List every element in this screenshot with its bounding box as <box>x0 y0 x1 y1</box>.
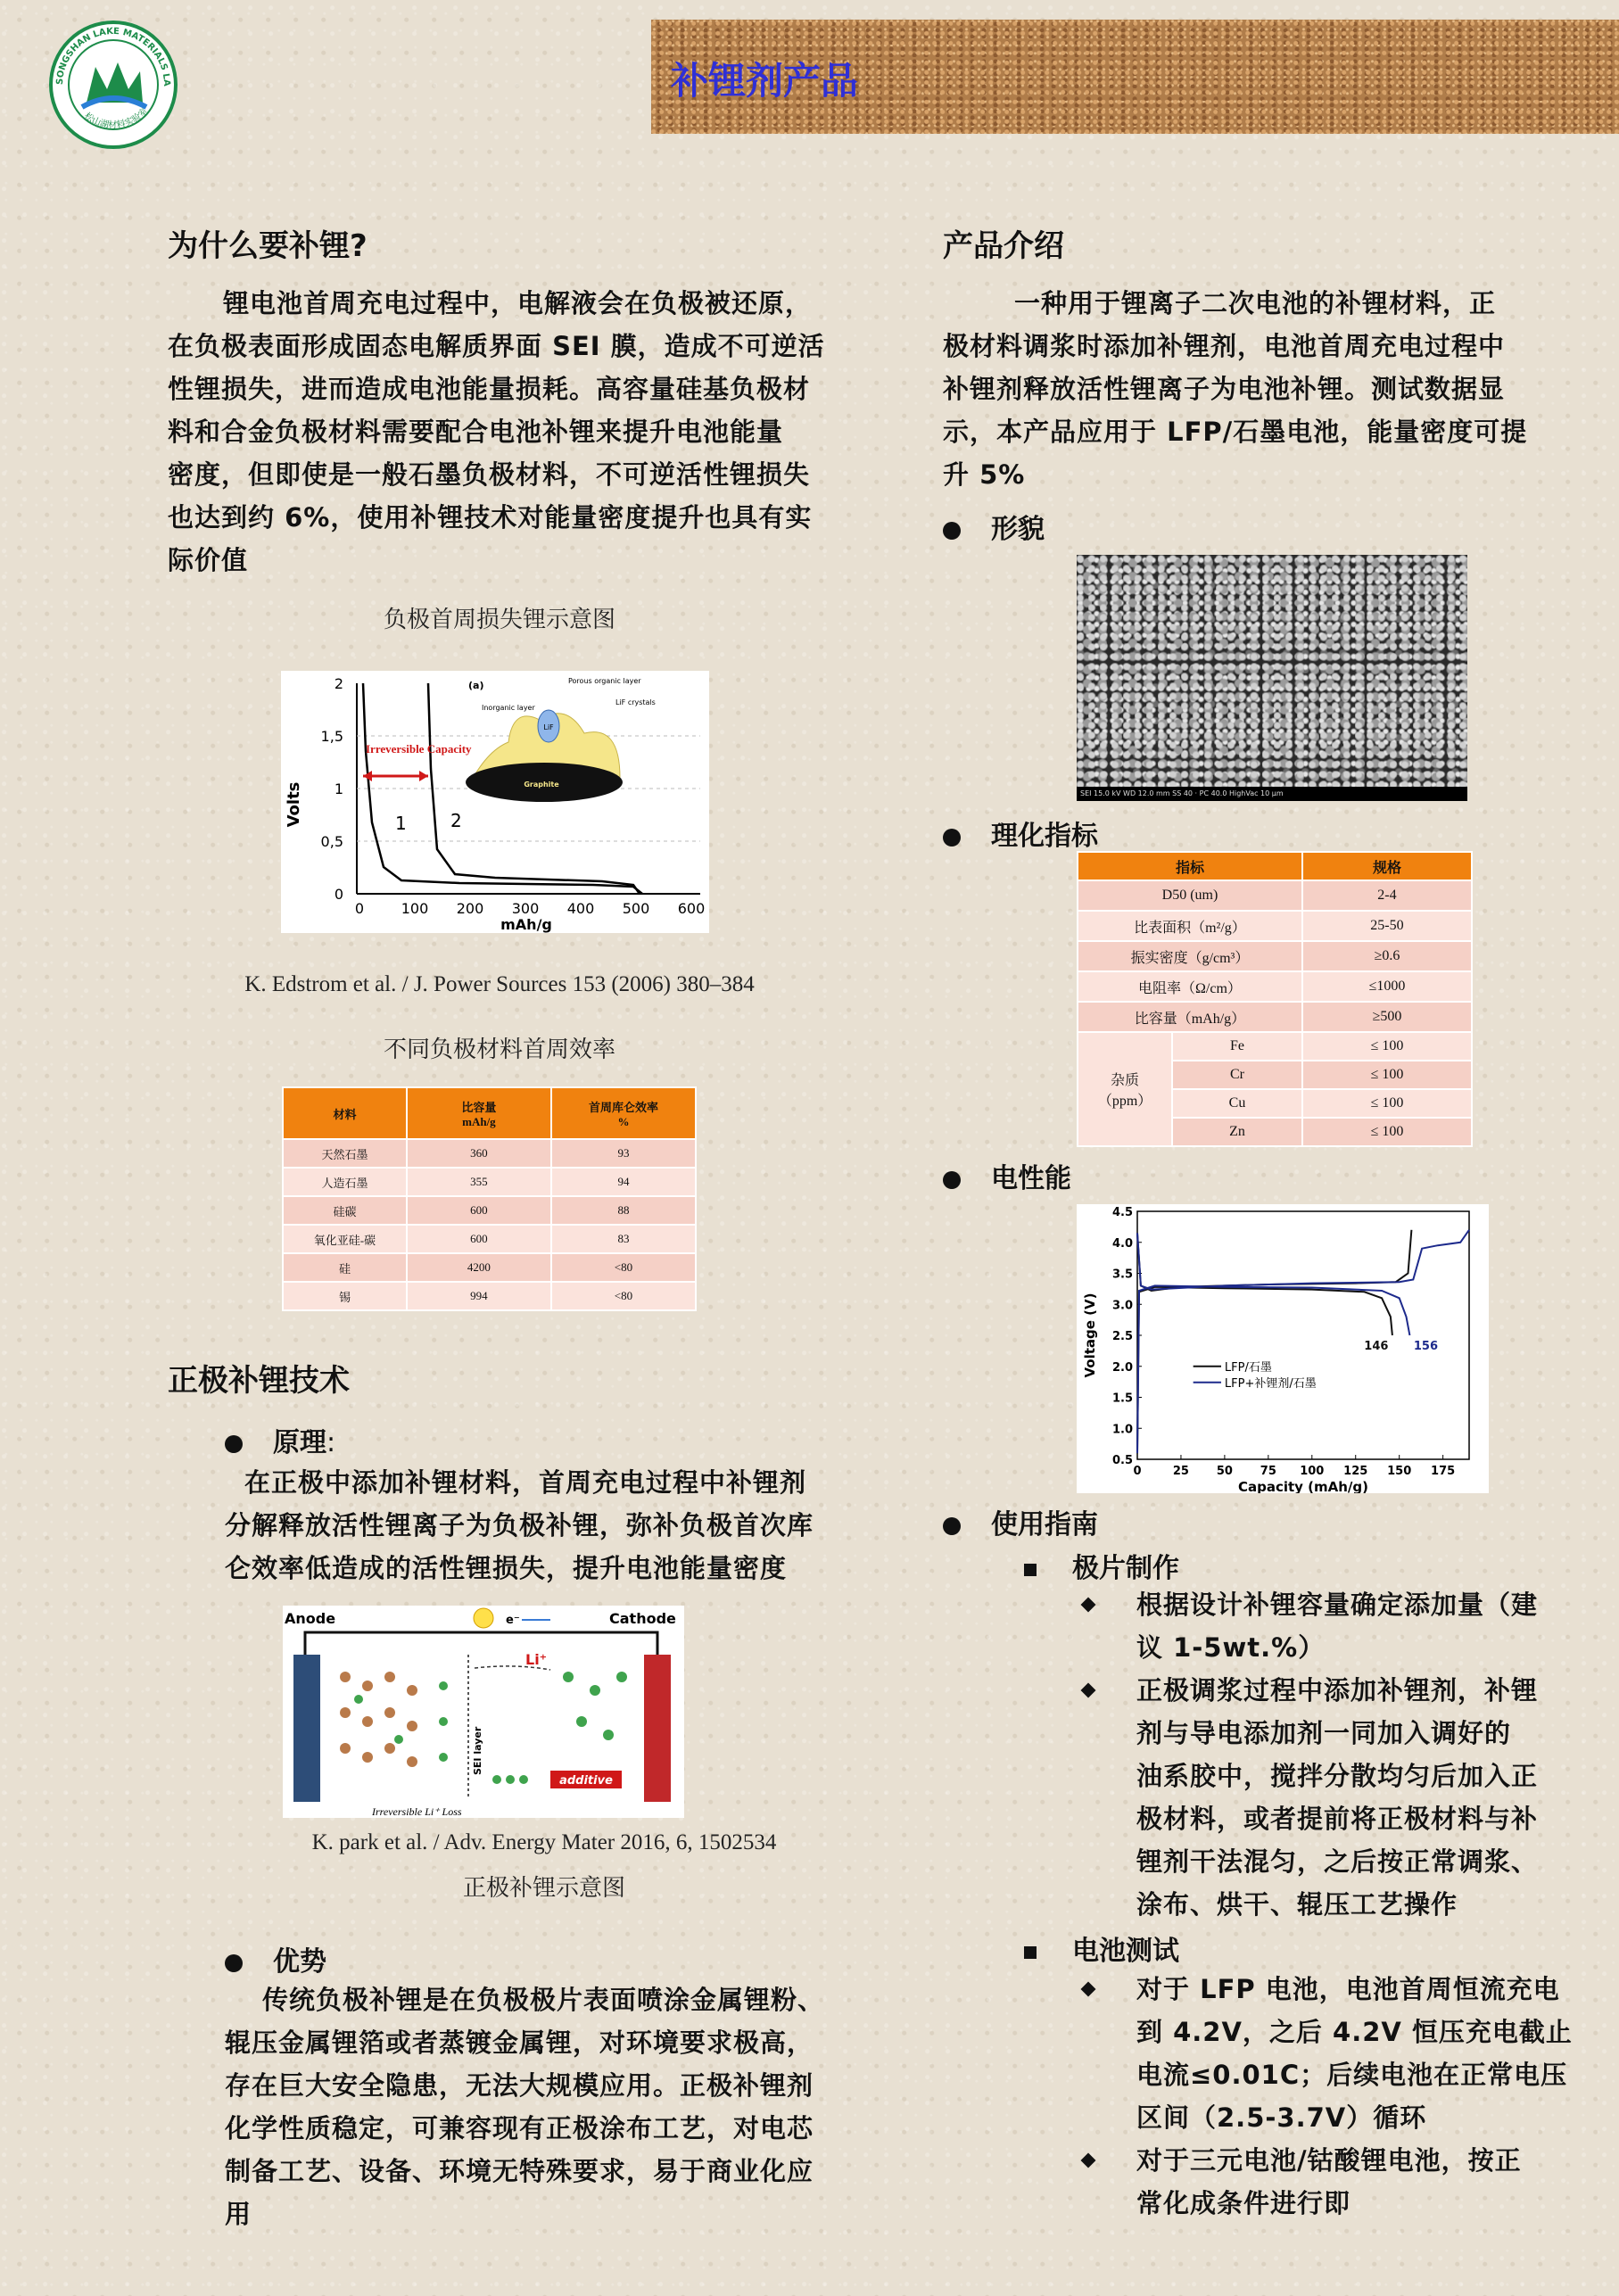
bullet-dot-icon <box>225 1954 243 1972</box>
fig1-ytick: 2 <box>334 675 343 692</box>
principle-colon: : <box>326 1427 336 1458</box>
inset-label-graphite: Graphite <box>524 780 559 789</box>
y-tick-label: 1.5 <box>1111 1392 1133 1406</box>
y-tick-label: 2.5 <box>1111 1330 1133 1343</box>
fig1-xtick: 400 <box>566 900 595 917</box>
guide-item-3 <box>1081 1968 1581 2139</box>
why-line: 在负极表面形成固态电解质界面 SEI 膜，造成不可逆活 <box>168 331 825 361</box>
y-tick-label: 0.5 <box>1111 1454 1133 1467</box>
y-tick-label: 4.0 <box>1111 1236 1133 1251</box>
principle-line: 仑效率低造成的活性锂损失，提升电池能量密度 <box>225 1553 788 1583</box>
fig1-xtick: 100 <box>401 900 429 917</box>
why-line: 际价值 <box>168 545 249 575</box>
additive-label: additive <box>559 1774 613 1788</box>
electro-bullet <box>943 1156 1071 1195</box>
principle-line: 在正极中添加补锂材料，首周充电过程中补锂剂 <box>244 1467 807 1498</box>
spec-cell: 振实密度（g/cm³） <box>1078 941 1302 971</box>
table-cell: 硅碳 <box>283 1196 407 1225</box>
voltage-capacity-chart <box>1077 1204 1489 1493</box>
table-cell: 人造石墨 <box>283 1168 407 1196</box>
intro-line: 升 5% <box>943 459 1026 490</box>
table-cell: 硅 <box>283 1253 407 1282</box>
table-cell: 83 <box>551 1225 696 1253</box>
advantage-paragraph <box>225 1978 885 2235</box>
y-tick-label: 4.5 <box>1111 1206 1133 1219</box>
fig2-caption: 正极补锂示意图 <box>462 1875 625 1902</box>
fig1-ytick: 0,5 <box>320 833 343 850</box>
advantage-label: 优势 <box>273 1946 326 1978</box>
fig1-ylabel: Volts <box>285 781 303 828</box>
spec-cell: 比表面积（m²/g） <box>1078 911 1302 941</box>
x-tick-label: 150 <box>1387 1465 1412 1478</box>
table-row <box>283 1139 696 1168</box>
bullet-dot-icon <box>943 1517 961 1535</box>
fig1-xtick: 500 <box>622 900 650 917</box>
spec-cell: 电阻率（Ω/cm） <box>1078 971 1302 1002</box>
fig1-xtick: 200 <box>456 900 484 917</box>
spec-header: 规格 <box>1302 852 1472 880</box>
sub1-label: 极片制作 <box>1072 1553 1179 1584</box>
advantage-line: 存在巨大安全隐患，无法大规模应用。正极补锂剂 <box>225 2070 814 2101</box>
table-row <box>283 1196 696 1225</box>
guide-item-2 <box>1081 1669 1581 1926</box>
legend-label: LFP/石墨 <box>1224 1360 1272 1375</box>
impurity-value: ≤ 100 <box>1302 1061 1472 1089</box>
table-cell: 994 <box>407 1282 551 1310</box>
x-axis-label: Capacity (mAh/g) <box>1237 1479 1369 1493</box>
guide-line: 区间（2.5-3.7V）循环 <box>1136 2102 1427 2133</box>
spec-cell: D50 (um) <box>1078 880 1302 911</box>
electron-label: e⁻ <box>506 1614 520 1627</box>
guide-item-4 <box>1081 2139 1581 2225</box>
x-tick-label: 50 <box>1216 1465 1233 1478</box>
y-axis-label: Voltage (V) <box>1082 1293 1098 1378</box>
table-row <box>283 1282 696 1310</box>
anode-loss-svg <box>281 671 709 933</box>
capacity-annotation: 146 <box>1364 1340 1389 1353</box>
guide-line: 电流≤0.01C；后续电池在正常电压 <box>1136 2060 1568 2090</box>
spec-header: 指标 <box>1078 852 1302 880</box>
y-tick-label: 1.0 <box>1111 1423 1133 1437</box>
guide-line: 油系胶中，搅拌分散均匀后加入正 <box>1136 1761 1539 1791</box>
cathode-heading: 正极补锂技术 <box>168 1363 350 1399</box>
table-row <box>283 1253 696 1282</box>
sem-info-bar: SEI 15.0 kV WD 12.0 mm SS 40 · PC 40.0 HighVac 10 μm <box>1077 787 1467 801</box>
intro-line: 极材料调浆时添加补锂剂，电池首周充电过程中 <box>943 331 1506 361</box>
guide-line: 锂剂干法混匀，之后按正常调浆、 <box>1136 1846 1539 1877</box>
impurity-label: 杂质 （ppm） <box>1078 1032 1172 1146</box>
x-tick-label: 125 <box>1343 1465 1368 1478</box>
advantage-line: 化学性质稳定，可兼容现有正极涂布工艺，对电芯 <box>225 2113 814 2143</box>
guide-item-1 <box>1081 1583 1581 1669</box>
impurity-element: Zn <box>1172 1118 1302 1146</box>
x-tick-label: 175 <box>1431 1465 1456 1478</box>
table-row <box>283 1225 696 1253</box>
advantage-bullet <box>225 1939 326 1978</box>
why-heading: 为什么要补锂? <box>168 228 368 264</box>
table-row <box>1078 911 1472 941</box>
table1-header: 比容量 mAh/g <box>407 1087 551 1139</box>
guide-line: 到 4.2V，之后 4.2V 恒压充电截止 <box>1136 2017 1573 2047</box>
specs-label: 理化指标 <box>991 821 1098 852</box>
table-cell: 88 <box>551 1196 696 1225</box>
sub-battery-test <box>1024 1928 1179 1968</box>
fig1-xlabel: mAh/g <box>500 916 552 933</box>
bullet-dot-icon <box>943 1171 961 1189</box>
spec-cell: 比容量（mAh/g） <box>1078 1002 1302 1032</box>
morphology-label: 形貌 <box>991 514 1045 545</box>
why-line: 锂电池首周充电过程中，电解液会在负极被还原， <box>223 288 813 318</box>
bullet-square-icon <box>1024 1946 1037 1959</box>
y-tick-label: 2.0 <box>1111 1360 1133 1375</box>
table-row <box>1078 941 1472 971</box>
guide-line: 根据设计补锂容量确定添加量（建 <box>1136 1590 1539 1620</box>
anode-efficiency-table <box>282 1086 697 1311</box>
why-line: 料和合金负极材料需要配合电池补锂来提升电池能量 <box>168 417 784 447</box>
why-line: 也达到约 6%，使用补锂技术对能量密度提升也具有实 <box>168 502 813 533</box>
specs-bullet <box>943 814 1098 853</box>
x-tick-label: 100 <box>1300 1465 1325 1478</box>
table-row <box>1078 880 1472 911</box>
table-cell: 氧化亚硅-碳 <box>283 1225 407 1253</box>
logo-ring-text: SONGSHAN LAKE MATERIALS LA <box>54 26 172 87</box>
guide-line: 剂与导电添加剂一同加入调好的 <box>1136 1718 1512 1748</box>
y-tick-label: 3.5 <box>1111 1268 1133 1282</box>
intro-line: 示，本产品应用于 LFP/石墨电池，能量密度可提 <box>943 417 1528 447</box>
guide-line: 议 1-5wt.%） <box>1136 1632 1326 1663</box>
principle-bullet <box>225 1420 335 1459</box>
x-tick-label: 75 <box>1260 1465 1276 1478</box>
intro-paragraph <box>943 282 1603 496</box>
table-cell: 355 <box>407 1168 551 1196</box>
y-tick-label: 3.0 <box>1111 1299 1133 1313</box>
fig1-curve-1-label: 1 <box>395 813 407 834</box>
fig1-curve-2-label: 2 <box>450 810 462 831</box>
title-banner <box>651 20 1619 134</box>
table-cell: 600 <box>407 1225 551 1253</box>
x-tick-label: 25 <box>1172 1465 1189 1478</box>
logo-emblem <box>46 18 180 152</box>
chart-svg <box>1077 1204 1489 1493</box>
bullet-square-icon <box>1024 1564 1037 1576</box>
table-row <box>283 1168 696 1196</box>
table-cell: 93 <box>551 1139 696 1168</box>
why-line: 性锂损失，进而造成电池能量损耗。高容量硅基负极材 <box>168 374 811 404</box>
advantage-line: 传统负极补锂是在负极极片表面喷涂金属锂粉、 <box>262 1985 825 2015</box>
fig2-ref: K. park et al. / Adv. Energy Mater 2016, 6, 1502534 <box>311 1830 777 1854</box>
table1-header: 首周库仑效率 % <box>551 1087 696 1139</box>
inset-label-porous: Porous organic layer <box>568 677 641 685</box>
guide-line: 常化成条件进行即 <box>1136 2188 1351 2218</box>
legend-label: LFP+补锂剂/石墨 <box>1224 1376 1317 1391</box>
fig1-xtick: 300 <box>511 900 540 917</box>
cathode-schematic-svg <box>283 1606 684 1818</box>
page-title: 补锂剂产品 <box>671 59 859 103</box>
table-cell: 4200 <box>407 1253 551 1282</box>
spec-table <box>1077 851 1473 1147</box>
table-cell: 锡 <box>283 1282 407 1310</box>
li-ion-label: Li⁺ <box>525 1651 548 1668</box>
irreversible-label: Irreversible Capacity <box>366 742 472 756</box>
principle-paragraph <box>225 1461 885 1590</box>
table-cell: 94 <box>551 1168 696 1196</box>
impurity-element: Cr <box>1172 1061 1302 1089</box>
fig1-xtick: 600 <box>677 900 706 917</box>
spec-cell: ≥500 <box>1302 1002 1472 1032</box>
spec-cell: 25-50 <box>1302 911 1472 941</box>
spec-cell: ≥0.6 <box>1302 941 1472 971</box>
series-line-discharge <box>1137 1285 1409 1453</box>
guide-line: 涂布、烘干、辊压工艺操作 <box>1136 1889 1458 1920</box>
guide-line: 正极调浆过程中添加补锂剂，补锂 <box>1136 1675 1539 1705</box>
advantage-line: 制备工艺、设备、环境无特殊要求，易于商业化应 <box>225 2156 814 2186</box>
table-cell: 天然石墨 <box>283 1139 407 1168</box>
inset-label-crystals: LiF crystals <box>615 698 656 706</box>
guide-label: 使用指南 <box>991 1509 1098 1540</box>
table-cell: 600 <box>407 1196 551 1225</box>
table-row <box>1078 971 1472 1002</box>
table-row <box>1078 1002 1472 1032</box>
cathode-schematic-figure <box>283 1606 684 1818</box>
capacity-annotation: 156 <box>1413 1340 1439 1353</box>
intro-heading: 产品介绍 <box>943 228 1064 264</box>
logo <box>46 18 180 152</box>
why-paragraph <box>168 282 881 582</box>
guide-bullet <box>943 1502 1098 1541</box>
fig1-ref: K. Edstrom et al. / J. Power Sources 153 (2006) 380–384 <box>244 972 755 996</box>
table-cell: <80 <box>551 1282 696 1310</box>
table-row <box>1078 1032 1472 1061</box>
impurity-element: Cu <box>1172 1089 1302 1118</box>
advantage-line: 用 <box>225 2199 252 2229</box>
table-cell: <80 <box>551 1253 696 1282</box>
spec-cell: ≤1000 <box>1302 971 1472 1002</box>
sub-electrode <box>1024 1546 1179 1585</box>
anode-loss-figure <box>281 671 709 933</box>
series-line-charge <box>1137 1230 1469 1290</box>
sei-layer-label: SEI layer <box>472 1726 483 1775</box>
electro-label: 电性能 <box>991 1163 1071 1194</box>
guide-line: 对于三元电池/钴酸锂电池，按正 <box>1136 2145 1522 2176</box>
impurity-value: ≤ 100 <box>1302 1032 1472 1061</box>
fig1-ytick: 1,5 <box>320 728 343 745</box>
fig1-ytick: 0 <box>334 886 343 903</box>
principle-label: 原理 <box>273 1427 326 1458</box>
table-cell: 360 <box>407 1139 551 1168</box>
bulb-icon <box>474 1608 493 1628</box>
intro-line: 补锂剂释放活性锂离子为电池补锂。测试数据显 <box>943 374 1506 404</box>
inset-label-lif: LiF <box>543 723 554 731</box>
logo-cn-text: 松山湖材料实验室 <box>82 106 151 131</box>
bullet-dot-icon <box>225 1435 243 1453</box>
table1-header: 材料 <box>283 1087 407 1139</box>
impurity-value: ≤ 100 <box>1302 1118 1472 1146</box>
intro-line: 一种用于锂离子二次电池的补锂材料，正 <box>1014 288 1497 318</box>
cathode-electrode <box>644 1655 671 1802</box>
impurity-element: Fe <box>1172 1032 1302 1061</box>
x-tick-label: 0 <box>1133 1465 1142 1478</box>
sem-image <box>1077 555 1467 801</box>
inset-label-inorganic: Inorganic layer <box>482 704 535 712</box>
principle-line: 分解释放活性锂离子为负极补锂，弥补负极首次库 <box>225 1510 814 1540</box>
table1-caption: 不同负极材料首周效率 <box>383 1037 615 1063</box>
why-line: 密度，但即使是一般石墨负极材料，不可逆活性锂损失 <box>168 459 811 490</box>
bullet-dot-icon <box>943 522 961 540</box>
fig1-panel-label: (a) <box>468 680 484 691</box>
cathode-label: Cathode <box>609 1610 676 1627</box>
li-loss-label: Irreversible Li⁺ Loss <box>372 1805 462 1818</box>
anode-label: Anode <box>285 1610 336 1627</box>
impurity-value: ≤ 100 <box>1302 1089 1472 1118</box>
fig1-ytick: 1 <box>334 780 343 797</box>
sub2-label: 电池测试 <box>1072 1936 1179 1967</box>
chart-frame <box>1137 1211 1469 1459</box>
guide-line: 极材料，或者提前将正极材料与补 <box>1136 1804 1539 1834</box>
spec-cell: 2-4 <box>1302 880 1472 911</box>
fig1-xtick: 0 <box>354 900 365 917</box>
bullet-dot-icon <box>943 829 961 847</box>
guide-line: 对于 LFP 电池，电池首周恒流充电 <box>1136 1974 1560 2004</box>
anode-electrode <box>293 1655 320 1802</box>
fig1-caption: 负极首周损失锂示意图 <box>383 607 615 633</box>
morphology-bullet <box>943 507 1045 546</box>
advantage-line: 辊压金属锂箔或者蒸镀金属锂，对环境要求极高， <box>225 2028 814 2058</box>
